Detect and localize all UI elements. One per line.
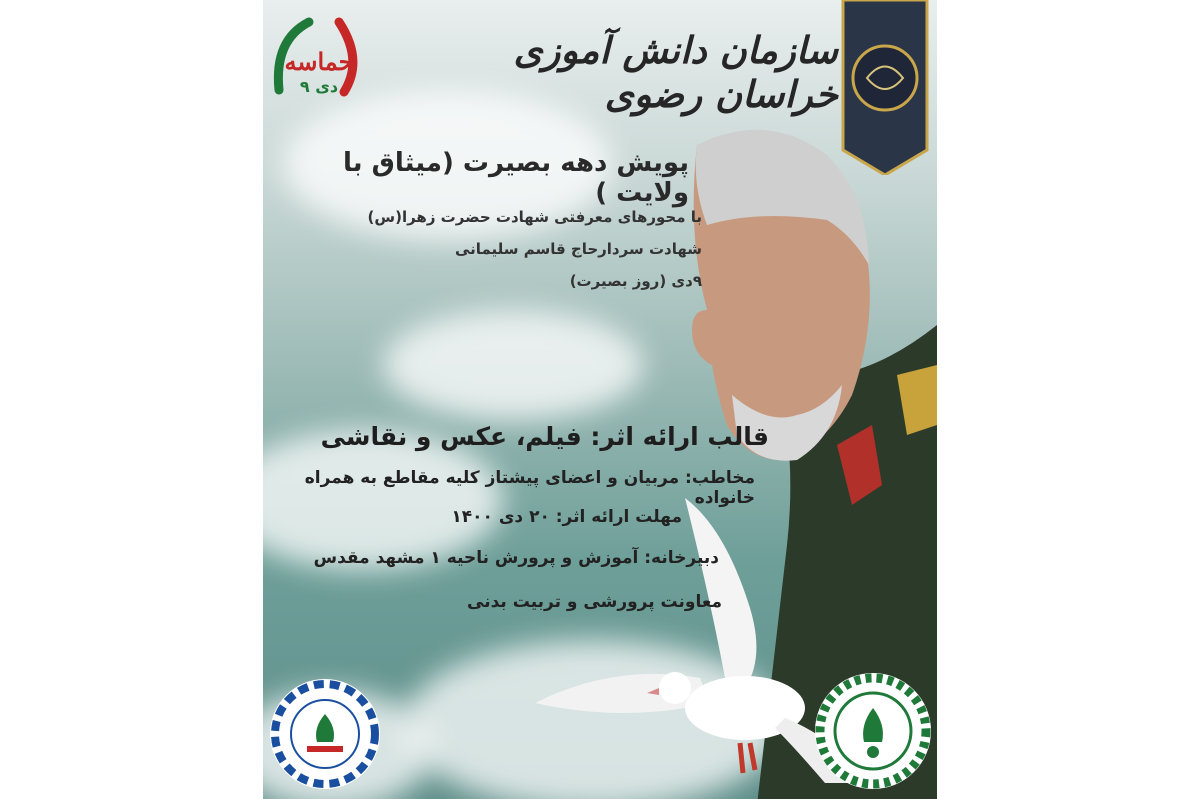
organization-title: سازمان دانش آموزی خراسان رضوی — [513, 28, 838, 116]
deadline-line: مهلت ارائه اثر: ۲۰ دی ۱۴۰۰ — [451, 507, 682, 527]
svg-text:حماسه: حماسه — [284, 47, 354, 76]
poster-title: پویش دهه بصیرت (میثاق با ولایت ) — [343, 148, 689, 208]
subtitle-line: شهادت سردارحاج قاسم سلیمانی — [455, 240, 702, 258]
student-organization-emblem — [267, 676, 383, 792]
cloud-shape — [383, 310, 643, 420]
subtitle-line: ۹دی (روز بصیرت) — [569, 272, 702, 290]
campaign-logo — [269, 10, 369, 105]
audience-line: مخاطب: مربیان و اعضای پیشتاز کلیه مقاطع به همراه خانواده — [304, 468, 755, 508]
education-ministry-emblem — [812, 670, 934, 792]
calligraphy-banner — [837, 0, 933, 175]
secretariat-line: دبیرخانه: آموزش و پرورش ناحیه ۱ مشهد مقدس — [313, 548, 719, 568]
department-line: معاونت پرورشی و تربیت بدنی — [467, 592, 722, 612]
svg-text:۹ دی: ۹ دی — [299, 77, 339, 96]
poster — [263, 0, 937, 799]
subtitle-line: با محورهای معرفتی شهادت حضرت زهرا(س) — [367, 208, 702, 226]
submission-format: قالب ارائه اثر: فیلم، عکس و نقاشی — [320, 422, 769, 451]
